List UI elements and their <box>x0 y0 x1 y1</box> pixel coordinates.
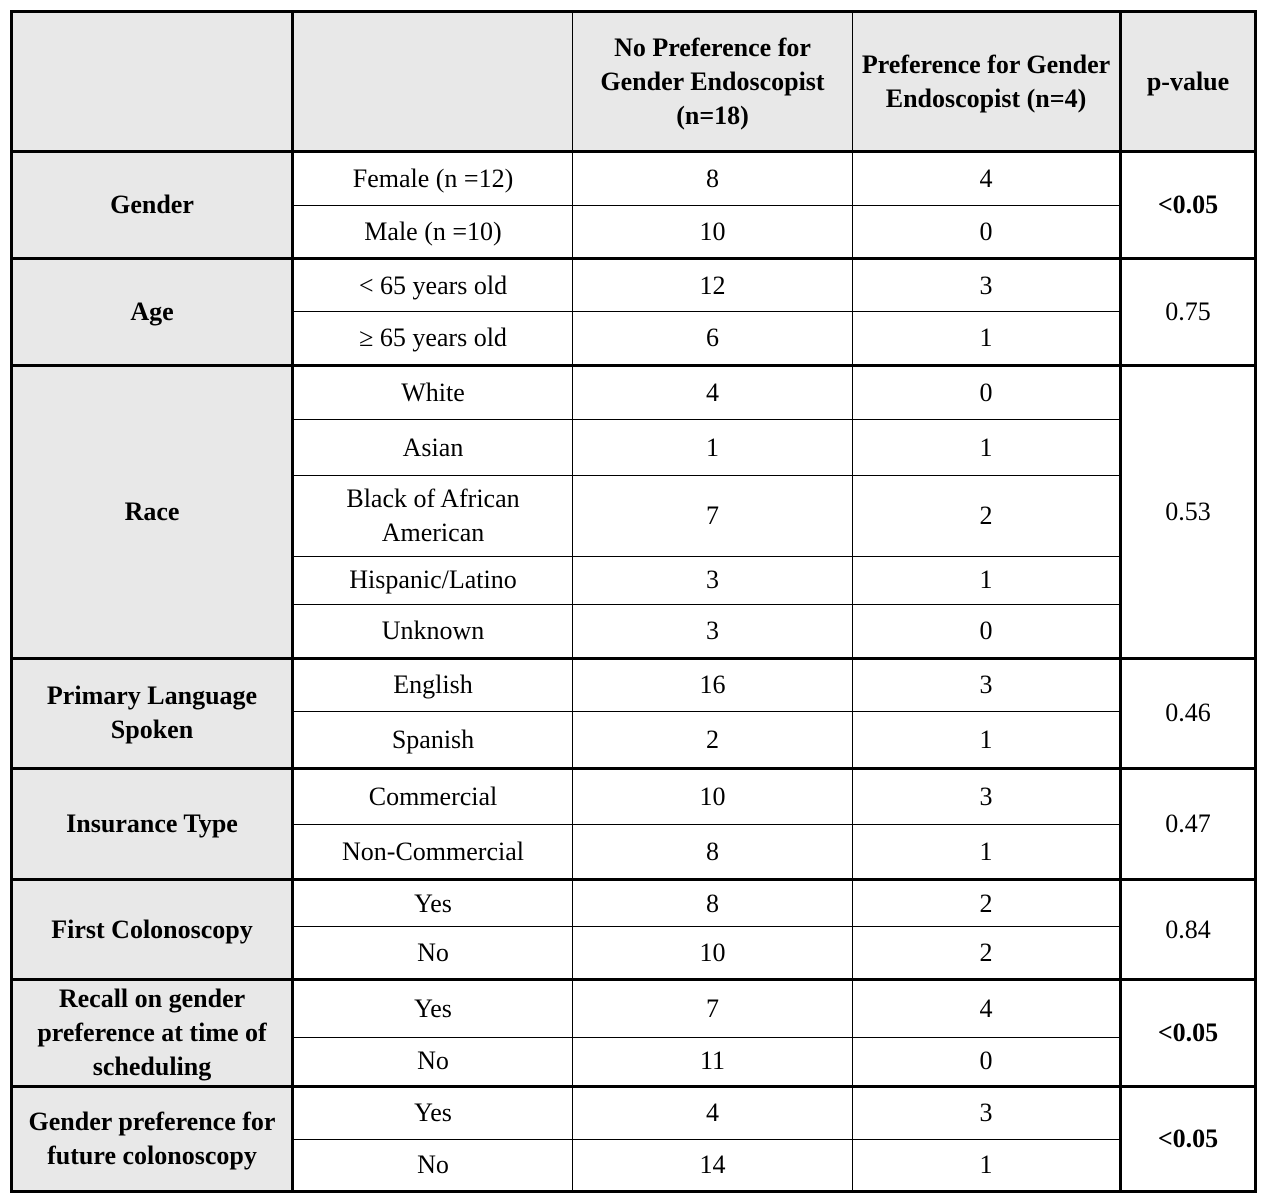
demographics-table <box>10 10 1257 1193</box>
subgroup-label: White <box>293 366 573 420</box>
no-preference-count: 11 <box>573 1037 853 1086</box>
header-row <box>12 12 1256 152</box>
no-preference-count: 10 <box>573 206 853 259</box>
table-row <box>12 366 1256 420</box>
subgroup-label: < 65 years old <box>293 259 573 312</box>
subgroup-label: No <box>293 1139 573 1191</box>
table-row <box>12 880 1256 927</box>
subgroup-label: English <box>293 658 573 711</box>
p-value: 0.53 <box>1121 366 1256 659</box>
header-subgroup <box>293 12 573 152</box>
p-value: <0.05 <box>1121 980 1256 1086</box>
preference-count: 1 <box>853 556 1121 604</box>
p-value: <0.05 <box>1121 1086 1256 1191</box>
no-preference-count: 7 <box>573 475 853 556</box>
no-preference-count: 8 <box>573 880 853 927</box>
no-preference-count: 4 <box>573 366 853 420</box>
preference-count: 1 <box>853 312 1121 366</box>
preference-count: 2 <box>853 927 1121 980</box>
category-label: First Colonoscopy <box>12 880 293 980</box>
table-row <box>12 259 1256 312</box>
table-row <box>12 658 1256 711</box>
preference-count: 3 <box>853 1086 1121 1139</box>
no-preference-count: 1 <box>573 420 853 475</box>
category-label: Insurance Type <box>12 769 293 880</box>
header-p-value: p-value <box>1121 12 1256 152</box>
preference-count: 2 <box>853 475 1121 556</box>
table-body <box>12 152 1256 1192</box>
no-preference-count: 12 <box>573 259 853 312</box>
no-preference-count: 16 <box>573 658 853 711</box>
no-preference-count: 8 <box>573 152 853 206</box>
no-preference-count: 3 <box>573 604 853 658</box>
category-label: Gender <box>12 152 293 259</box>
p-value: <0.05 <box>1121 152 1256 259</box>
subgroup-label: Male (n =10) <box>293 206 573 259</box>
p-value: 0.75 <box>1121 259 1256 366</box>
preference-count: 0 <box>853 206 1121 259</box>
no-preference-count: 2 <box>573 711 853 768</box>
preference-count: 4 <box>853 980 1121 1037</box>
header-preference: Preference for Gender Endoscopist (n=4) <box>853 12 1121 152</box>
subgroup-label: No <box>293 1037 573 1086</box>
subgroup-label: Commercial <box>293 769 573 825</box>
p-value: 0.84 <box>1121 880 1256 980</box>
table-container <box>10 10 1254 1193</box>
preference-count: 3 <box>853 769 1121 825</box>
subgroup-label: Yes <box>293 880 573 927</box>
table-row <box>12 152 1256 206</box>
category-label: Recall on gender preference at time of scheduling <box>12 980 293 1086</box>
preference-count: 1 <box>853 1139 1121 1191</box>
preference-count: 1 <box>853 825 1121 880</box>
subgroup-label: Asian <box>293 420 573 475</box>
no-preference-count: 10 <box>573 769 853 825</box>
table-row <box>12 769 1256 825</box>
subgroup-label: ≥ 65 years old <box>293 312 573 366</box>
subgroup-label: No <box>293 927 573 980</box>
subgroup-label: Non-Commercial <box>293 825 573 880</box>
p-value: 0.46 <box>1121 658 1256 768</box>
table-row <box>12 980 1256 1037</box>
preference-count: 1 <box>853 711 1121 768</box>
preference-count: 4 <box>853 152 1121 206</box>
p-value: 0.47 <box>1121 769 1256 880</box>
category-label: Age <box>12 259 293 366</box>
subgroup-label: Hispanic/Latino <box>293 556 573 604</box>
no-preference-count: 4 <box>573 1086 853 1139</box>
subgroup-label: Yes <box>293 1086 573 1139</box>
no-preference-count: 14 <box>573 1139 853 1191</box>
no-preference-count: 8 <box>573 825 853 880</box>
header-category <box>12 12 293 152</box>
subgroup-label: Black of African American <box>293 475 573 556</box>
subgroup-label: Unknown <box>293 604 573 658</box>
no-preference-count: 6 <box>573 312 853 366</box>
preference-count: 0 <box>853 366 1121 420</box>
no-preference-count: 3 <box>573 556 853 604</box>
category-label: Gender preference for future colonoscopy <box>12 1086 293 1191</box>
preference-count: 2 <box>853 880 1121 927</box>
preference-count: 0 <box>853 1037 1121 1086</box>
subgroup-label: Female (n =12) <box>293 152 573 206</box>
table-row <box>12 1086 1256 1139</box>
preference-count: 0 <box>853 604 1121 658</box>
category-label: Primary Language Spoken <box>12 658 293 768</box>
no-preference-count: 7 <box>573 980 853 1037</box>
subgroup-label: Yes <box>293 980 573 1037</box>
preference-count: 3 <box>853 259 1121 312</box>
subgroup-label: Spanish <box>293 711 573 768</box>
preference-count: 3 <box>853 658 1121 711</box>
no-preference-count: 10 <box>573 927 853 980</box>
preference-count: 1 <box>853 420 1121 475</box>
header-no-preference: No Preference for Gender Endoscopist (n=18) <box>573 12 853 152</box>
category-label: Race <box>12 366 293 659</box>
